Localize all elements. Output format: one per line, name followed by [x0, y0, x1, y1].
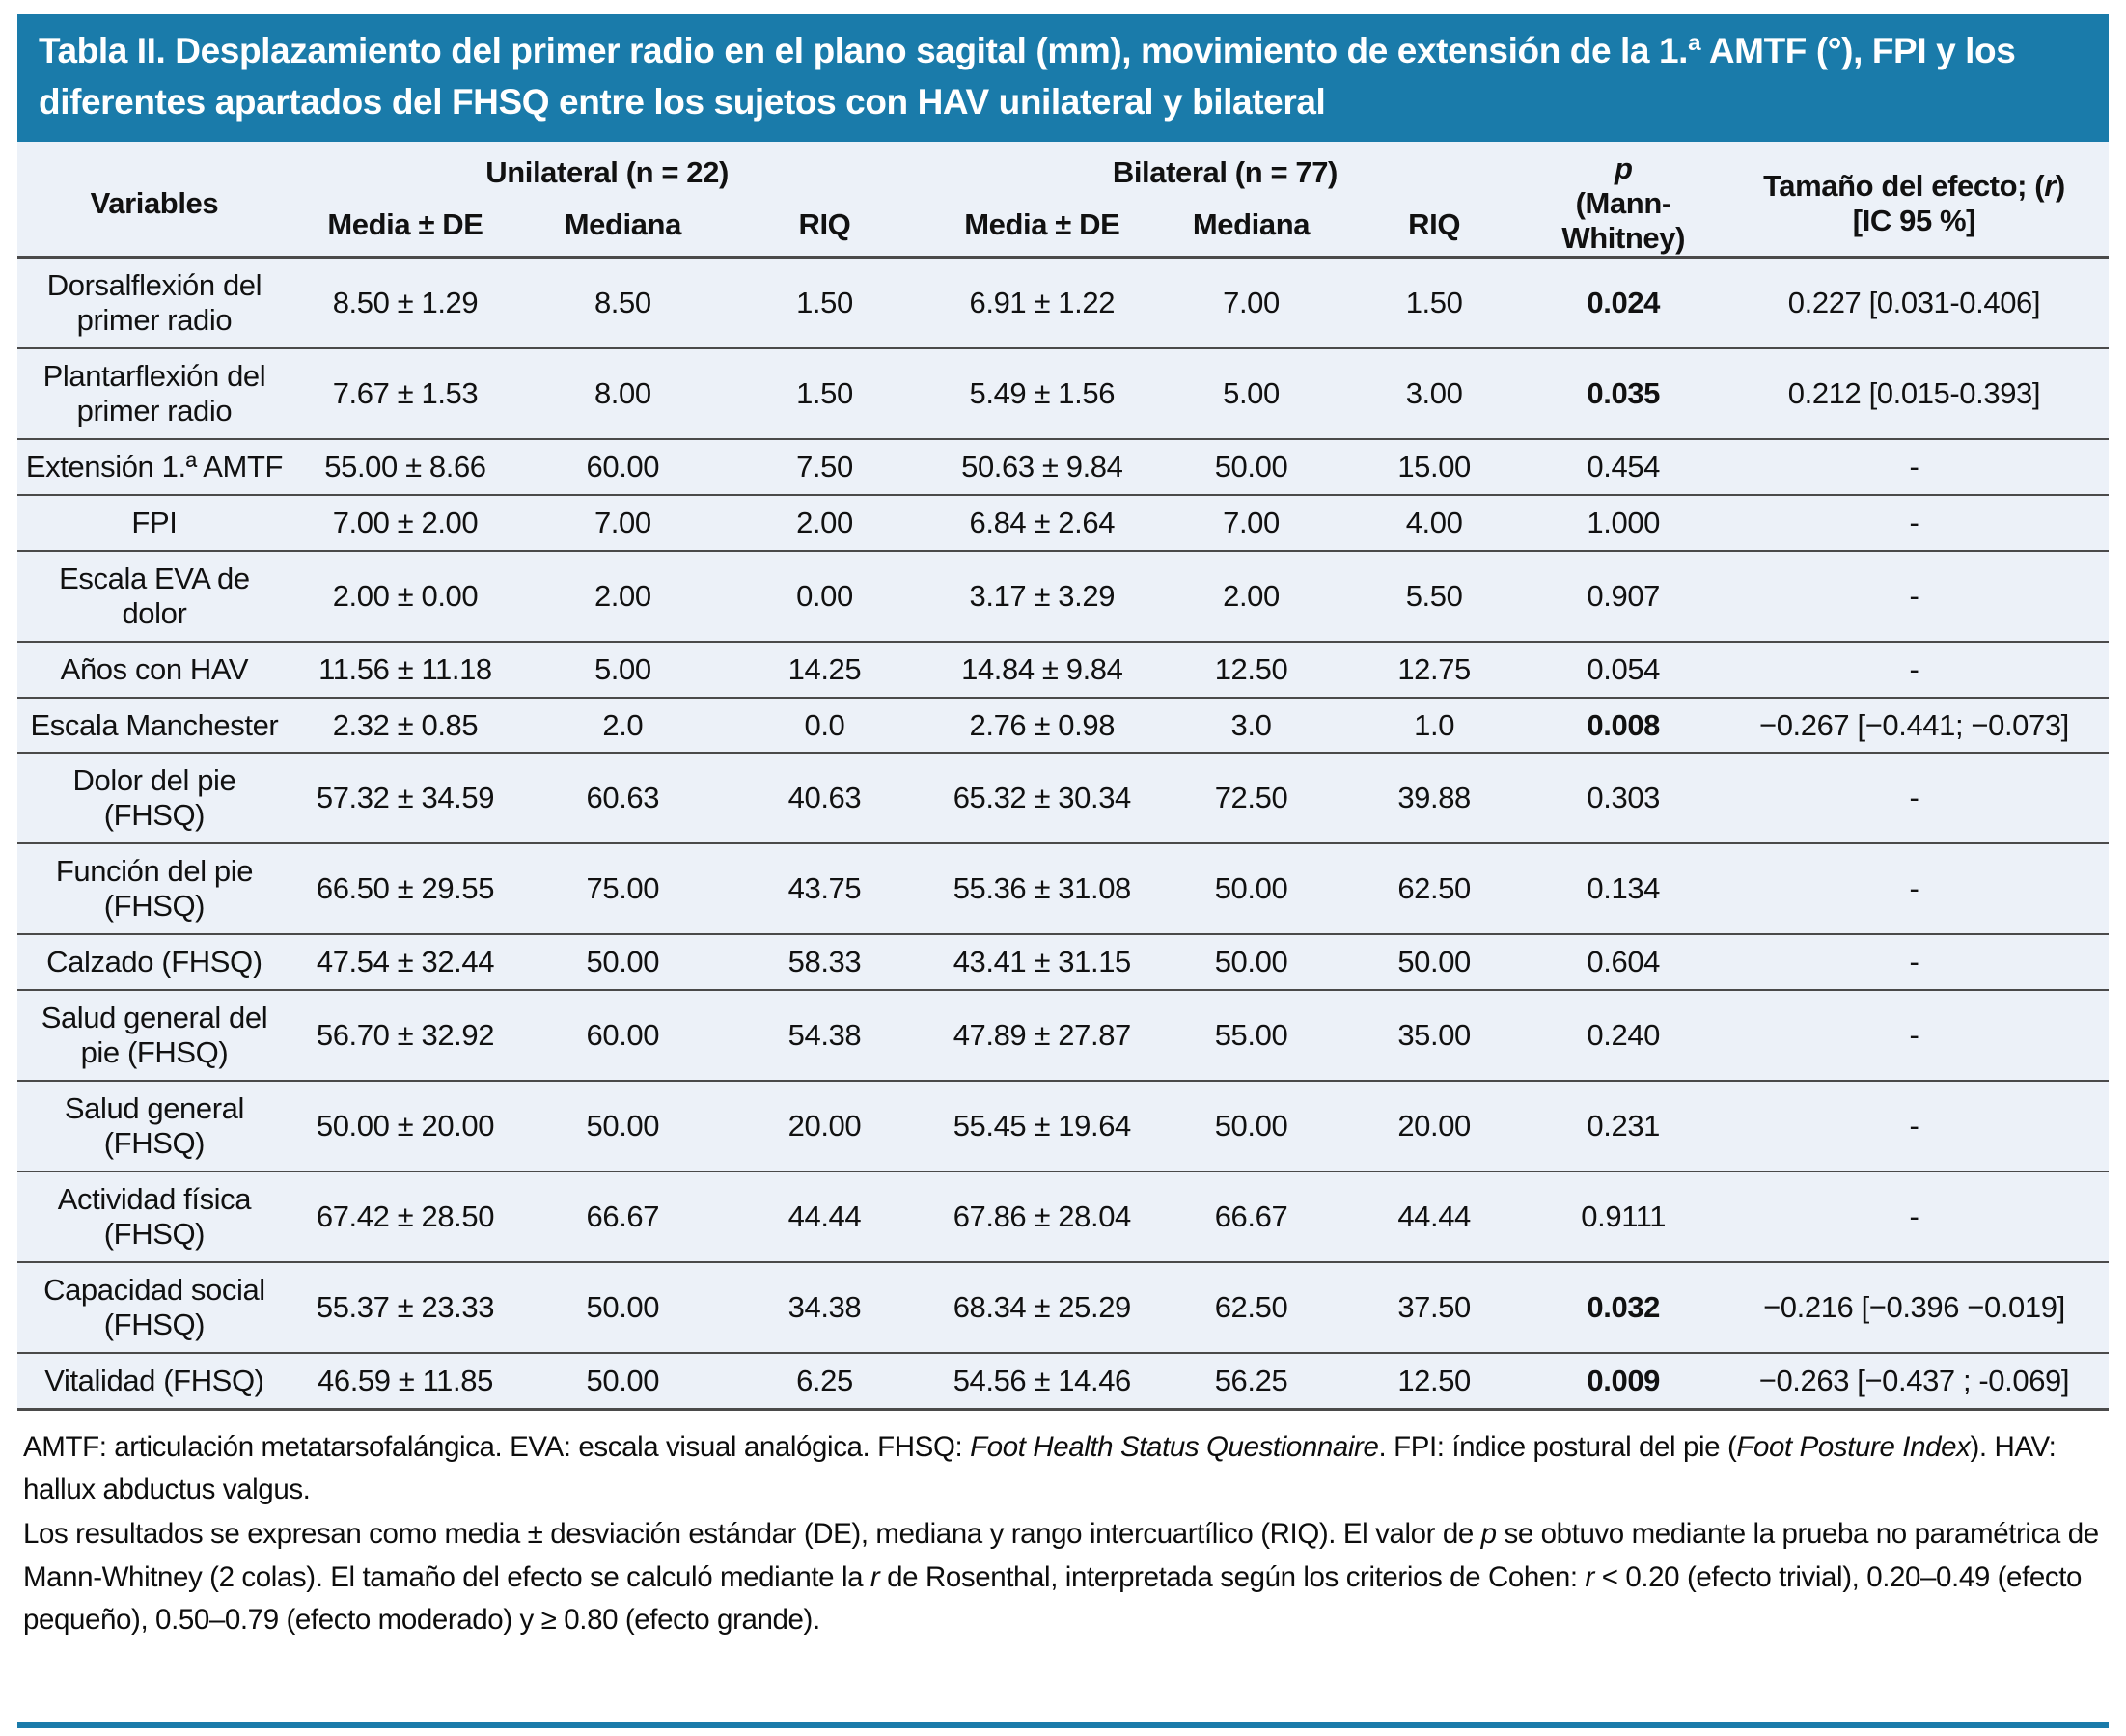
row-bil-media: 65.32 ± 30.34	[953, 781, 1131, 815]
row-uni-riq: 14.25	[787, 651, 862, 686]
row-uni-riq: 1.50	[796, 285, 853, 319]
row-effect: -	[1909, 1109, 1919, 1144]
row-uni-riq: 43.75	[787, 871, 862, 906]
row-p: 0.240	[1587, 1018, 1660, 1053]
row-uni-media: 46.59 ± 11.85	[318, 1363, 493, 1397]
row-bil-riq: 1.0	[1414, 707, 1455, 742]
row-uni-media: 57.32 ± 34.59	[316, 781, 495, 815]
header-effect-line2: [IC 95 %]	[1852, 203, 1976, 237]
row-effect: -	[1909, 871, 1919, 906]
row-uni-mediana: 50.00	[586, 945, 660, 979]
row-uni-riq: 1.50	[796, 375, 853, 410]
row-p: 0.035	[1587, 375, 1660, 410]
row-effect: -	[1909, 449, 1919, 483]
header-group-bilateral: Bilateral (n = 77)	[1112, 154, 1338, 189]
table-body	[17, 257, 2109, 1409]
row-variable: Capacidad social (FHSQ)	[43, 1272, 265, 1341]
header-mediana-bilateral: Mediana	[1192, 207, 1311, 241]
row-bil-riq: 3.00	[1405, 375, 1463, 410]
row-bil-mediana: 12.50	[1214, 651, 1288, 686]
row-uni-riq: 0.0	[804, 707, 845, 742]
row-bil-media: 55.36 ± 31.08	[953, 871, 1131, 906]
row-uni-mediana: 2.0	[602, 707, 644, 742]
row-bil-media: 3.17 ± 3.29	[969, 578, 1116, 613]
table-row	[17, 934, 2109, 990]
row-effect: -	[1909, 505, 1919, 539]
table-row	[17, 1353, 2109, 1409]
row-p: 0.303	[1587, 781, 1660, 815]
header-p-symbol: p	[1614, 152, 1633, 186]
row-uni-riq: 34.38	[787, 1289, 862, 1324]
row-uni-media: 55.00 ± 8.66	[324, 449, 486, 483]
row-effect: −0.267 [−0.441; −0.073]	[1758, 707, 2069, 742]
header-p-line2: (Mann-	[1575, 186, 1671, 221]
row-effect: -	[1909, 1018, 1919, 1053]
row-uni-mediana: 50.00	[586, 1289, 660, 1324]
row-uni-mediana: 50.00	[586, 1363, 660, 1397]
row-uni-mediana: 60.00	[586, 449, 660, 483]
row-uni-media: 56.70 ± 32.92	[316, 1018, 495, 1053]
header-media-de-unilateral: Media ± DE	[327, 207, 483, 241]
row-uni-riq: 2.00	[796, 505, 853, 539]
row-uni-media: 11.56 ± 11.18	[318, 651, 492, 686]
row-uni-riq: 58.33	[787, 945, 862, 979]
row-bil-media: 6.91 ± 1.22	[969, 285, 1116, 319]
row-bil-media: 6.84 ± 2.64	[969, 505, 1116, 539]
row-bil-mediana: 66.67	[1214, 1199, 1288, 1233]
row-variable: Años con HAV	[60, 651, 249, 686]
table-row	[17, 698, 2109, 754]
row-bil-media: 67.86 ± 28.04	[953, 1199, 1131, 1233]
row-bil-mediana: 3.0	[1230, 707, 1272, 742]
table-title: Tabla II. Desplazamiento del primer radio en el plano sagital (mm), movimiento de extensión de la 1.ª AMTF (°), FPI y los diferentes apartados del FHSQ entre los sujetos con HAV unilateral y bilateral	[17, 14, 2109, 142]
row-variable: Actividad física (FHSQ)	[57, 1182, 252, 1251]
row-bil-riq: 12.50	[1397, 1363, 1471, 1397]
row-bil-mediana: 72.50	[1214, 781, 1288, 815]
row-p: 0.134	[1587, 871, 1660, 906]
row-bil-riq: 15.00	[1397, 449, 1471, 483]
row-bil-mediana: 2.00	[1223, 578, 1280, 613]
footnote-line: AMTF: articulación metatarsofalángica. EVA: escala visual analógica. FHSQ: Foot Health Status Questionnaire. FPI: índice postural del pie (Foot Posture Index). HAV: hallux abductus valgus.	[23, 1430, 2057, 1506]
row-bil-riq: 4.00	[1405, 505, 1463, 539]
row-p: 1.000	[1587, 505, 1660, 539]
row-bil-media: 50.63 ± 9.84	[961, 449, 1123, 483]
row-uni-mediana: 8.00	[594, 375, 651, 410]
row-uni-media: 8.50 ± 1.29	[332, 285, 479, 319]
row-p: 0.008	[1587, 707, 1660, 742]
row-variable: FPI	[131, 505, 178, 539]
row-bil-mediana: 55.00	[1214, 1018, 1288, 1053]
row-bil-riq: 20.00	[1397, 1109, 1471, 1144]
row-uni-mediana: 7.00	[594, 505, 651, 539]
row-uni-riq: 0.00	[796, 578, 853, 613]
row-uni-riq: 20.00	[787, 1109, 862, 1144]
header-effect-line1: Tamaño del efecto; (r)	[1763, 169, 2065, 204]
row-effect: -	[1909, 781, 1919, 815]
row-uni-mediana: 60.00	[586, 1018, 660, 1053]
row-p: 0.9111	[1581, 1199, 1667, 1233]
row-variable: Extensión 1.ª AMTF	[25, 449, 284, 483]
row-bil-mediana: 50.00	[1214, 1109, 1288, 1144]
row-bil-riq: 5.50	[1405, 578, 1463, 613]
row-uni-media: 66.50 ± 29.55	[316, 871, 495, 906]
table-row	[17, 1262, 2109, 1353]
header-mediana-unilateral: Mediana	[564, 207, 681, 241]
header-effect-r: r	[2044, 169, 2056, 204]
row-uni-riq: 6.25	[796, 1363, 853, 1397]
row-uni-riq: 44.44	[787, 1199, 862, 1233]
row-bil-riq: 37.50	[1397, 1289, 1471, 1324]
row-variable: Función del pie (FHSQ)	[55, 854, 254, 923]
table-row	[17, 990, 2109, 1081]
bottom-divider	[17, 1722, 2109, 1728]
row-variable: Salud general del pie (FHSQ)	[41, 1001, 268, 1070]
row-uni-media: 7.67 ± 1.53	[332, 375, 479, 410]
row-uni-media: 50.00 ± 20.00	[316, 1109, 495, 1144]
row-bil-media: 47.89 ± 27.87	[953, 1018, 1131, 1053]
header-group-unilateral: Unilateral (n = 22)	[485, 154, 729, 189]
row-bil-riq: 1.50	[1405, 285, 1463, 319]
row-uni-mediana: 50.00	[586, 1109, 660, 1144]
table-row	[17, 642, 2109, 698]
row-bil-media: 2.76 ± 0.98	[969, 707, 1116, 742]
row-uni-mediana: 2.00	[594, 578, 651, 613]
header-riq-unilateral: RIQ	[798, 207, 851, 241]
header-p-mann-whitney	[1528, 142, 1720, 257]
row-variable: Calzado (FHSQ)	[46, 945, 262, 979]
row-bil-media: 14.84 ± 9.84	[961, 651, 1123, 686]
row-bil-mediana: 56.25	[1214, 1363, 1288, 1397]
header-p-line3: Whitney)	[1561, 220, 1686, 255]
row-p: 0.032	[1587, 1289, 1660, 1324]
row-bil-riq: 50.00	[1397, 945, 1471, 979]
table-row	[17, 348, 2109, 439]
table-row	[17, 843, 2109, 934]
row-variable: Dolor del pie (FHSQ)	[72, 763, 236, 833]
row-bil-mediana: 50.00	[1214, 449, 1288, 483]
row-bil-media: 68.34 ± 25.29	[953, 1289, 1131, 1324]
row-effect: −0.263 [−0.437 ; -0.069]	[1758, 1363, 2070, 1397]
table-header	[17, 142, 2109, 257]
row-bil-mediana: 50.00	[1214, 871, 1288, 906]
row-p: 0.009	[1587, 1363, 1660, 1397]
row-bil-riq: 35.00	[1397, 1018, 1471, 1053]
row-bil-mediana: 62.50	[1214, 1289, 1288, 1324]
row-bil-mediana: 5.00	[1223, 375, 1280, 410]
row-bil-media: 5.49 ± 1.56	[969, 375, 1116, 410]
table-row	[17, 257, 2109, 347]
row-p: 0.024	[1587, 285, 1660, 319]
row-effect: 0.212 [0.015-0.393]	[1787, 375, 2041, 410]
row-uni-mediana: 5.00	[594, 651, 651, 686]
row-effect: -	[1909, 1199, 1919, 1233]
row-variable: Dorsalflexión del primer radio	[46, 267, 262, 337]
row-bil-media: 43.41 ± 31.15	[953, 945, 1131, 979]
header-effect-size	[1720, 142, 2109, 257]
row-effect: 0.227 [0.031-0.406]	[1787, 285, 2041, 319]
row-effect: -	[1909, 651, 1919, 686]
row-variable: Salud general (FHSQ)	[64, 1091, 244, 1161]
table-row	[17, 753, 2109, 843]
table-row	[17, 1171, 2109, 1262]
row-uni-media: 2.00 ± 0.00	[332, 578, 479, 613]
row-bil-riq: 12.75	[1397, 651, 1471, 686]
row-uni-media: 2.32 ± 0.85	[332, 707, 479, 742]
row-p: 0.454	[1587, 449, 1660, 483]
table-row	[17, 551, 2109, 642]
header-riq-bilateral: RIQ	[1408, 207, 1461, 241]
row-variable: Escala EVA de dolor	[59, 561, 250, 630]
row-effect: −0.216 [−0.396 −0.019]	[1763, 1289, 2065, 1324]
row-p: 0.604	[1587, 945, 1660, 979]
table-row	[17, 495, 2109, 551]
row-uni-media: 47.54 ± 32.44	[316, 945, 495, 979]
row-bil-mediana: 50.00	[1214, 945, 1288, 979]
row-uni-mediana: 66.67	[586, 1199, 660, 1233]
row-variable: Escala Manchester	[30, 707, 279, 742]
row-uni-mediana: 8.50	[594, 285, 651, 319]
row-uni-media: 55.37 ± 23.33	[316, 1289, 495, 1324]
footnote-line: Los resultados se expresan como media ± desviación estándar (DE), mediana y rango intercuartílico (RIQ). El valor de p se obtuvo mediante la prueba no paramétrica de Mann-Whitney (2 colas). El tamaño del efecto se calculó mediante la r de Rosenthal, interpretada según los criterios de Cohen: r < 0.20 (efecto trivial), 0.20–0.49 (efecto pequeño), 0.50–0.79 (efecto moderado) y ≥ 0.80 (efecto grande).	[23, 1518, 2099, 1636]
row-p: 0.054	[1587, 651, 1660, 686]
row-effect: -	[1909, 945, 1919, 979]
row-variable: Plantarflexión del primer radio	[42, 358, 266, 427]
row-uni-riq: 7.50	[796, 449, 853, 483]
header-variables: Variables	[90, 186, 219, 221]
table-footnotes	[17, 1411, 2109, 1641]
row-uni-media: 67.42 ± 28.50	[316, 1199, 495, 1233]
row-bil-media: 55.45 ± 19.64	[953, 1109, 1131, 1144]
row-p: 0.907	[1587, 578, 1660, 613]
row-uni-riq: 40.63	[787, 781, 862, 815]
row-bil-riq: 44.44	[1397, 1199, 1471, 1233]
data-table	[17, 142, 2109, 1411]
row-bil-riq: 62.50	[1397, 871, 1471, 906]
row-variable: Vitalidad (FHSQ)	[44, 1363, 264, 1397]
table-row	[17, 439, 2109, 495]
row-uni-media: 7.00 ± 2.00	[332, 505, 479, 539]
row-uni-riq: 54.38	[787, 1018, 862, 1053]
row-uni-mediana: 60.63	[586, 781, 660, 815]
row-uni-mediana: 75.00	[586, 871, 660, 906]
row-effect: -	[1909, 578, 1919, 613]
row-bil-mediana: 7.00	[1223, 285, 1280, 319]
header-media-de-bilateral: Media ± DE	[964, 207, 1120, 241]
row-bil-riq: 39.88	[1397, 781, 1471, 815]
row-bil-mediana: 7.00	[1223, 505, 1280, 539]
row-p: 0.231	[1587, 1109, 1660, 1144]
table-row	[17, 1081, 2109, 1171]
row-bil-media: 54.56 ± 14.46	[953, 1363, 1131, 1397]
